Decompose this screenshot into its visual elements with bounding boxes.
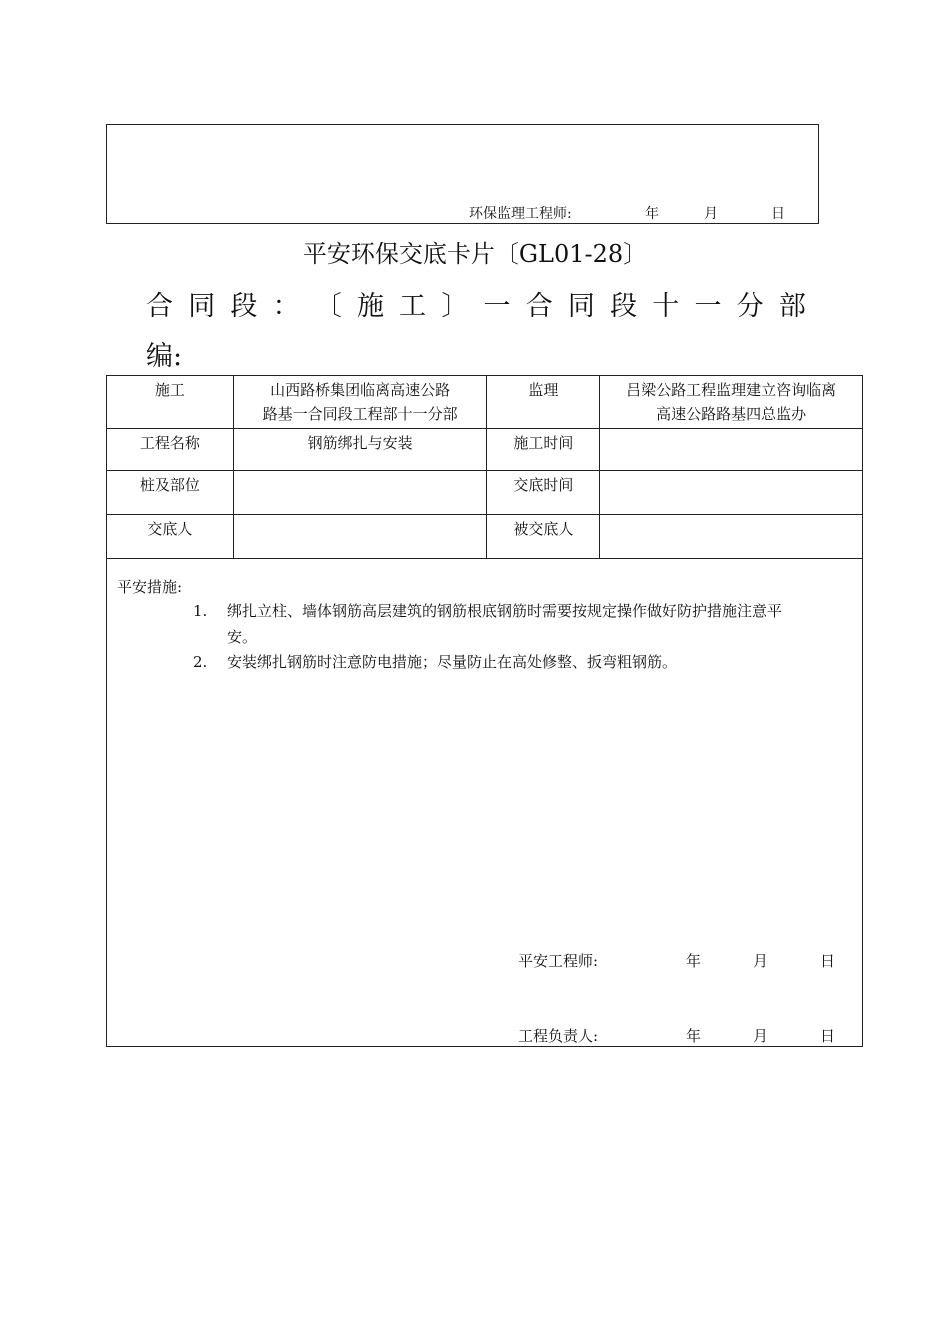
contract-char: 部 <box>778 291 806 322</box>
info-table <box>106 375 863 559</box>
project-lead-label: 工程负责人: <box>518 1027 599 1045</box>
contract-section-line <box>146 284 806 323</box>
contract-char: ： <box>272 291 300 322</box>
stake-location-value <box>233 471 487 515</box>
contract-char: 一 <box>483 291 511 322</box>
contract-char: 工 <box>399 291 427 322</box>
handover-time-label: 交底时间 <box>487 471 600 515</box>
construction-time-value <box>600 429 863 471</box>
table-row <box>107 376 863 429</box>
construction-label: 施工 <box>107 376 234 429</box>
contract-char: 〕 <box>441 291 469 322</box>
page-title: 平安环保交底卡片〔GL01-28〕 <box>302 240 648 268</box>
table-row <box>107 515 863 559</box>
safety-engineer-label: 平安工程师: <box>518 952 599 970</box>
presenter-value <box>233 515 487 559</box>
recipient-label: 被交底人 <box>487 515 600 559</box>
supervision-value <box>600 376 863 429</box>
contract-char: 合 <box>525 291 553 322</box>
safety-engineer-year: 年 <box>686 952 702 970</box>
top-day: 日 <box>771 206 785 222</box>
safety-measures-label: 平安措施: <box>117 578 183 596</box>
recipient-value <box>600 515 863 559</box>
contract-char: 合 <box>146 291 173 322</box>
measure-item <box>227 649 677 675</box>
safety-engineer-day: 日 <box>820 952 836 970</box>
top-month: 月 <box>704 206 718 222</box>
contract-char: 段 <box>610 291 638 322</box>
contract-char: 〔 <box>314 291 342 322</box>
measure-line: 安装绑扎钢筋时注意防电措施；尽量防止在高处修整、扳弯粗钢筋。 <box>227 653 678 671</box>
measure-number: 2. <box>193 653 208 671</box>
table-row <box>107 471 863 515</box>
measure-number: 1. <box>193 602 208 620</box>
project-name-label: 工程名称 <box>107 429 234 471</box>
project-name-value: 钢筋绑扎与安装 <box>233 429 487 471</box>
contract-char: 分 <box>736 291 764 322</box>
construction-value-line: 路基一合同段工程部十一分部 <box>262 405 458 423</box>
measure-line: 绑扎立柱、墙体钢筋高层建筑的钢筋根底钢筋时需要按规定操作做好防护措施注意平 <box>227 602 783 620</box>
construction-value <box>233 376 487 429</box>
presenter-label: 交底人 <box>107 515 234 559</box>
stake-location-label: 桩及部位 <box>107 471 234 515</box>
safety-engineer-month: 月 <box>753 952 769 970</box>
construction-time-label: 施工时间 <box>487 429 600 471</box>
supervision-label: 监理 <box>487 376 600 429</box>
measure-item <box>227 598 782 650</box>
construction-value-line: 山西路桥集团临离高速公路 <box>270 381 451 399</box>
project-lead-day: 日 <box>820 1027 836 1045</box>
contract-char: 段 <box>230 291 258 322</box>
contract-char: 十 <box>652 291 680 322</box>
handover-time-value <box>600 471 863 515</box>
contract-char: 同 <box>567 291 595 322</box>
supervision-value-line: 吕梁公路工程监理建立咨询临离 <box>626 381 837 399</box>
project-lead-month: 月 <box>753 1027 769 1045</box>
contract-char: 一 <box>694 291 722 322</box>
table-row <box>107 429 863 471</box>
env-engineer-signature-label: 环保监理工程师: <box>469 206 572 222</box>
measure-line: 安。 <box>227 628 258 646</box>
contract-char: 施 <box>356 291 384 322</box>
top-year: 年 <box>645 206 659 222</box>
project-lead-year: 年 <box>686 1027 702 1045</box>
contract-char: 同 <box>188 291 216 322</box>
supervision-value-line: 高速公路路基四总监办 <box>656 405 807 423</box>
code-label: 编: <box>146 341 183 372</box>
